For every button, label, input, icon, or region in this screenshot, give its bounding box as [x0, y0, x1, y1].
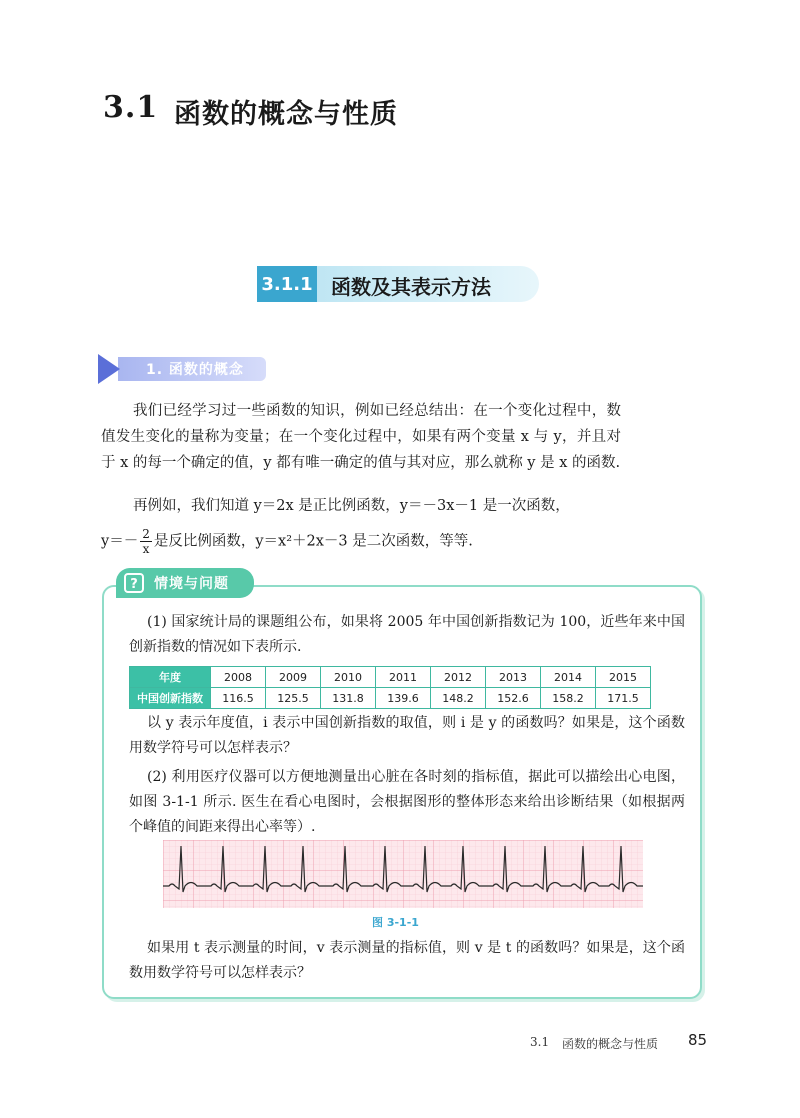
- value-cell: 125.5: [266, 688, 321, 709]
- year-cell: 2015: [596, 667, 651, 688]
- subsection-title-box: [317, 266, 539, 302]
- svg-text:?: ?: [130, 577, 138, 592]
- chapter-number: 3.1: [103, 90, 159, 125]
- paragraph-examples-continued: [101, 527, 621, 556]
- page-number: 85: [688, 1031, 708, 1049]
- innovation-index-table: [129, 666, 651, 709]
- chapter-title: 函数的概念与性质: [174, 99, 398, 130]
- table-row-values: [130, 688, 651, 709]
- question-2: (2) 利用医疗仪器可以方便地测量出心脏在各时刻的指标值，据此可以描绘出心电图，如图 3-1-1 所示. 医生在看心电图时，会根据图形的整体形态来给出诊断结果（如根据两个峰值的间距来得出心率等）.: [129, 769, 685, 835]
- topic-arrow-icon: [98, 354, 120, 384]
- topic-label: 1. 函数的概念: [146, 362, 244, 378]
- year-cell: 2014: [541, 667, 596, 688]
- formula-rest: 是反比例函数，y＝x²＋2x－3 是二次函数，等等.: [153, 533, 473, 550]
- subsection-banner: [257, 266, 547, 302]
- topic-bar: [118, 357, 266, 381]
- formula-prefix: y＝－: [101, 533, 139, 550]
- figure-caption: 图 3-1-1: [372, 916, 419, 929]
- paragraph-function-definition: 我们已经学习过一些函数的知识，例如已经总结出：在一个变化过程中，数值发生变化的量称为变量；在一个变化过程中，如果有两个变量 x 与 y，并且对于 x 的每一个确定的值，y 都有唯一确定的值与其对应，那么就称 y 是 x 的函数.: [101, 403, 621, 471]
- row-header-index: 中国创新指数: [130, 688, 211, 709]
- value-cell: 148.2: [431, 688, 486, 709]
- value-cell: 131.8: [321, 688, 376, 709]
- year-cell: 2010: [321, 667, 376, 688]
- subsection-number: 3.1.1: [257, 266, 317, 302]
- value-cell: 171.5: [596, 688, 651, 709]
- year-cell: 2013: [486, 667, 541, 688]
- value-cell: 158.2: [541, 688, 596, 709]
- year-cell: 2012: [431, 667, 486, 688]
- subsection-title: 函数及其表示方法: [331, 275, 491, 299]
- value-cell: 139.6: [376, 688, 431, 709]
- question-book-icon: [122, 571, 146, 595]
- situation-label: 情境与问题: [154, 576, 229, 592]
- fraction-numerator: 2: [142, 527, 150, 541]
- paragraph-examples: 再例如，我们知道 y＝2x 是正比例函数，y＝－3x－1 是一次函数，: [133, 498, 570, 514]
- question-1: (1) 国家统计局的课题组公布，如果将 2005 年中国创新指数记为 100，近些年来中国创新指数的情况如下表所示.: [129, 614, 685, 655]
- fraction-denominator: x: [142, 542, 150, 556]
- fraction: [140, 527, 152, 556]
- year-cell: 2009: [266, 667, 321, 688]
- question-2-followup: 如果用 t 表示测量的时间，v 表示测量的指标值，则 v 是 t 的函数吗？如果是，这个函数用数学符号可以怎样表示？: [129, 940, 685, 981]
- footer-section-number: 3.1: [530, 1035, 550, 1049]
- row-header-year: 年度: [130, 667, 211, 688]
- footer-section-title: 函数的概念与性质: [562, 1037, 659, 1051]
- topic-tab: [98, 354, 270, 384]
- question-1-followup: 以 y 表示年度值，i 表示中国创新指数的取值，则 i 是 y 的函数吗？如果是，这个函数用数学符号可以怎样表示？: [129, 715, 685, 756]
- value-cell: 152.6: [486, 688, 541, 709]
- year-cell: 2011: [376, 667, 431, 688]
- value-cell: 116.5: [211, 688, 266, 709]
- year-cell: 2008: [211, 667, 266, 688]
- table-row-years: [130, 667, 651, 688]
- situation-tab: [116, 568, 254, 598]
- ecg-figure: [163, 840, 643, 908]
